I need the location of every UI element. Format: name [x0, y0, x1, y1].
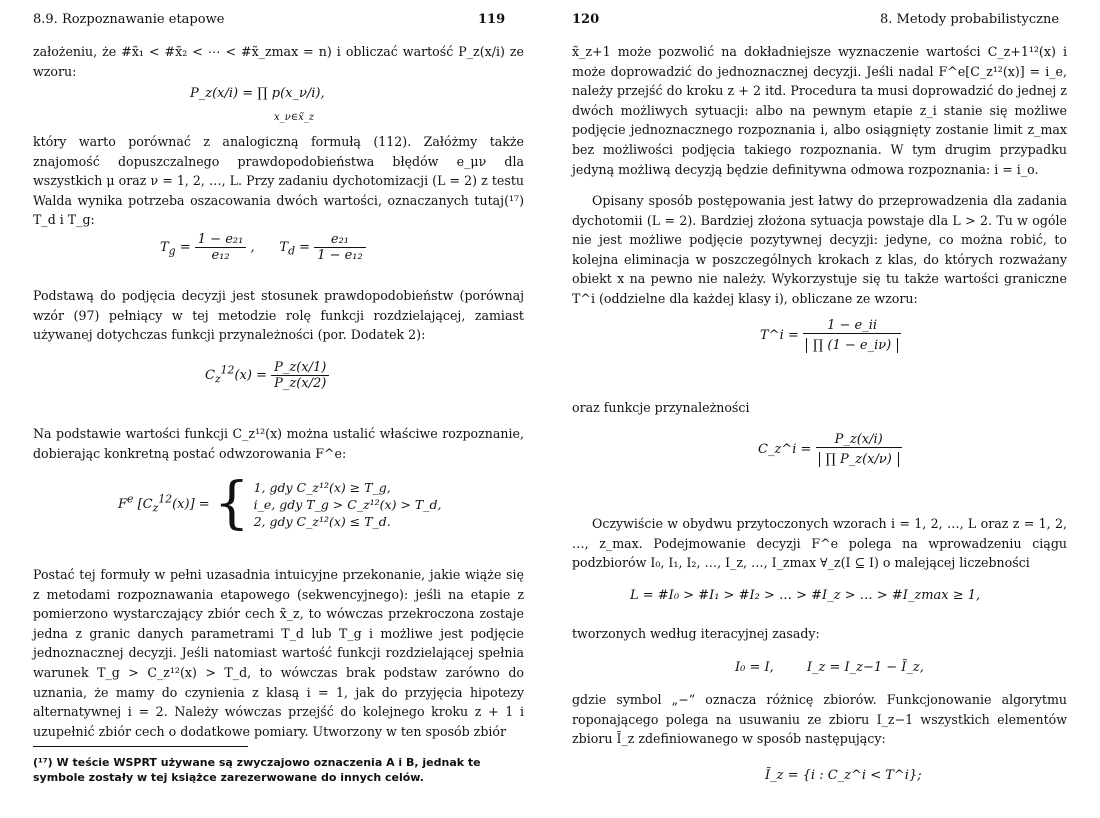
right-equation-4: I₀ = I, I_z = I_z−1 − Ĩ_z,: [735, 660, 924, 675]
left-paragraph-1: założeniu, że #x̃₁ < #x̃₂ < ⋯ < #x̃_zmax = n) i obliczać wartość P_z(x/i) ze wzoru:: [33, 44, 524, 79]
left-equation-3: $C_z^{12}(x)$ = $\frac{P\_z(x/1)}{P\_z(x/2)}$: [205, 360, 329, 391]
tg-fraction: $\frac{\text{1 − e₂₁}}{\text{e₁₂}}$: [195, 232, 247, 263]
right-paragraph-3: oraz funkcje przynależności: [572, 400, 750, 415]
footnote: (¹⁷) W teście WSPRT używane są zwyczajowo oznaczenia A i B, jednak te symbole zostały w tej książce zarezerwowane do innych celów.: [33, 756, 481, 784]
ti-fraction: $\frac{1 - e\_ii}{\prod (1 - e\_i\nu)}$: [803, 318, 901, 353]
right-equation-2: C_z^i = $\frac{P\_z(x/i)}{\prod P\_z(x/\nu)}$: [758, 432, 902, 467]
right-equation-5: Ĩ_z = {i : C_z^i < T^i};: [765, 768, 922, 783]
footnote-rule: [33, 746, 248, 747]
right-equation-3: L = #I₀ > #I₁ > #I₂ > … > #I_z > … > #I_zmax ≥ 1,: [630, 588, 981, 603]
right-paragraph-5: tworzonych według iteracyjnej zasady:: [572, 626, 820, 641]
right-paragraph-2: Opisany sposób postępowania jest łatwy do przeprowadzenia dla zadania dychotomii (L = 2). Bardziej złożona sytuacja powstaje dla L > 2. Tu w ogóle nie jest możliwe podjęcie pozytywnej decyzji: jedyne, co można robić, to kolejna eliminacja w poszczególnych krokach z klas, do których rozważany obiekt x na pewno nie należy. Wykorzystuje się tu także wartości graniczne T^i (oddzielne dla każdej klasy i), obliczane ze wzoru:: [572, 193, 1067, 306]
left-paragraph-3: Podstawą do podjęcia decyzji jest stosunek prawdopodobieństw (porównaj wzór (97) pełniący w tej metodzie rolę funkcji rozdzielającej, zamiast używanej dotychczas funkcji przynależności (por. Dodatek 2):: [33, 288, 524, 343]
left-running-header: 8.9. Rozpoznawanie etapowe: [33, 12, 225, 27]
td-fraction: $\frac{\text{e₂₁}}{\text{1 − e₁₂}}$: [314, 232, 366, 263]
right-paragraph-1: x̃_z+1 może pozwolić na dokładniejsze wyznaczenie wartości C_z+1¹²(x) i może doprowadzić do jednoznacznej decyzji. Jeśli nadal F^e[C_z¹²(x)] = i_e, należy przejść do kroku z + 2 itd. Procedura ta musi doprowadzić do jednej z dwóch możliwych sytuacji: albo na pewnym etapie z_i stanie się możliwe podjęcie jednoznacznego rozpoznania i, albo osiągnięty zostanie limit z_max bez możliwości podjęcia takiego rozpoznania. W tym drugim przypadku jedyną możliwą decyzją będzie definitywna odmowa rozpoznania: i = i_o.: [572, 44, 1067, 177]
right-page-number: 120: [572, 12, 600, 27]
cases-block: 1, gdy C_z¹²(x) ≥ T_g, i_e, gdy T_g > C_z¹²(x) > T_d, 2, gdy C_z¹²(x) ≤ T_d.: [253, 479, 442, 529]
left-eq1-body: P_z(x/i) = ∏ p(x_ν/i),: [190, 86, 325, 101]
left-equation-1: [190, 86, 325, 123]
right-running-header: 8. Metody probabilistyczne: [880, 12, 1060, 27]
left-paragraph-4: Na podstawie wartości funkcji C_z¹²(x) można ustalić właściwe rozpoznanie, dobierając konkretną postać odwzorowania F^e:: [33, 426, 524, 461]
ci-fraction: $\frac{P\_z(x/i)}{\prod P\_z(x/\nu)}$: [816, 432, 902, 467]
cases-brace: {: [213, 471, 250, 536]
right-paragraph-6: gdzie symbol „−” oznacza różnicę zbiorów. Funkcjonowanie algorytmu roponającego polega na usuwaniu ze zbioru I_z−1 wszystkich elementów zbioru Ĩ_z zdefiniowanego w sposób następujący:: [572, 692, 1067, 747]
left-equation-2: $T_g$ = $\frac{\text{1 − e₂₁}}{\text{e₁₂}}$ , $T_d$ = $\frac{\text{e₂₁}}{\text{1 − e₁₂}}$: [160, 232, 366, 263]
left-eq1-subscript: x_ν∈x̃_z: [274, 112, 315, 123]
left-page-number: 119: [478, 12, 506, 27]
left-equation-4: $F^e$ $[C_z^{12}(x)]$ = { 1, gdy C_z¹²(x) ≥ T_g, i_e, gdy T_g > C_z¹²(x) > T_d, 2, gdy C_z¹²(x) ≤ T_d.: [118, 471, 442, 536]
c12-fraction: $\frac{P\_z(x/1)}{P\_z(x/2)}$: [271, 360, 329, 391]
left-paragraph-5: Postać tej formuły w pełni uzasadnia intuicyjne przekonanie, jakie wiąże się z metodami rozpoznawania etapowego (sekwencyjnego): jeśli na etapie z pomierzono wystarczający zbiór cech x̃_z, to wówczas przekroczona zostaje jedna z granic danych parametrami T_d lub T_g i możliwe jest podjęcie jednoznacznej decyzji. Jeśli natomiast wartość funkcji rozdzielającej spełnia warunek T_g > C_z¹²(x) > T_d, to wówczas brak podstaw zarówno do uznania, że mamy do czynienia z klasą i = 1, jak do przyjęcia hipotezy alternatywnej i = 2. Należy wówczas przejść do kolejnego kroku z + 1 i uzupełnić zbiór cech o dodatkowe pomiary. Utworzony w ten sposób zbiór: [33, 567, 524, 739]
right-paragraph-4: Oczywiście w obydwu przytoczonych wzorach i = 1, 2, …, L oraz z = 1, 2, …, z_max. Podejmowanie decyzji F^e polega na wprowadzeniu ciągu podzbiorów I₀, I₁, I₂, …, I_z, …, I_zmax ∀_z(I ⊆ I) o malejącej liczebności: [572, 516, 1067, 571]
left-paragraph-2: który warto porównać z analogiczną formułą (112). Załóżmy także znajomość dopuszczalnego prawdopodobieństwa błędów e_μν dla wszystkich μ oraz ν = 1, 2, …, L. Przy zadaniu dychotomizacji (L = 2) z testu Walda wynika potrzeba oszacowania dwóch wartości, oznaczanych tutaj(¹⁷) T_d i T_g:: [33, 134, 524, 228]
right-equation-1: T^i = $\frac{1 - e\_ii}{\prod (1 - e\_i\nu)}$: [760, 318, 901, 353]
